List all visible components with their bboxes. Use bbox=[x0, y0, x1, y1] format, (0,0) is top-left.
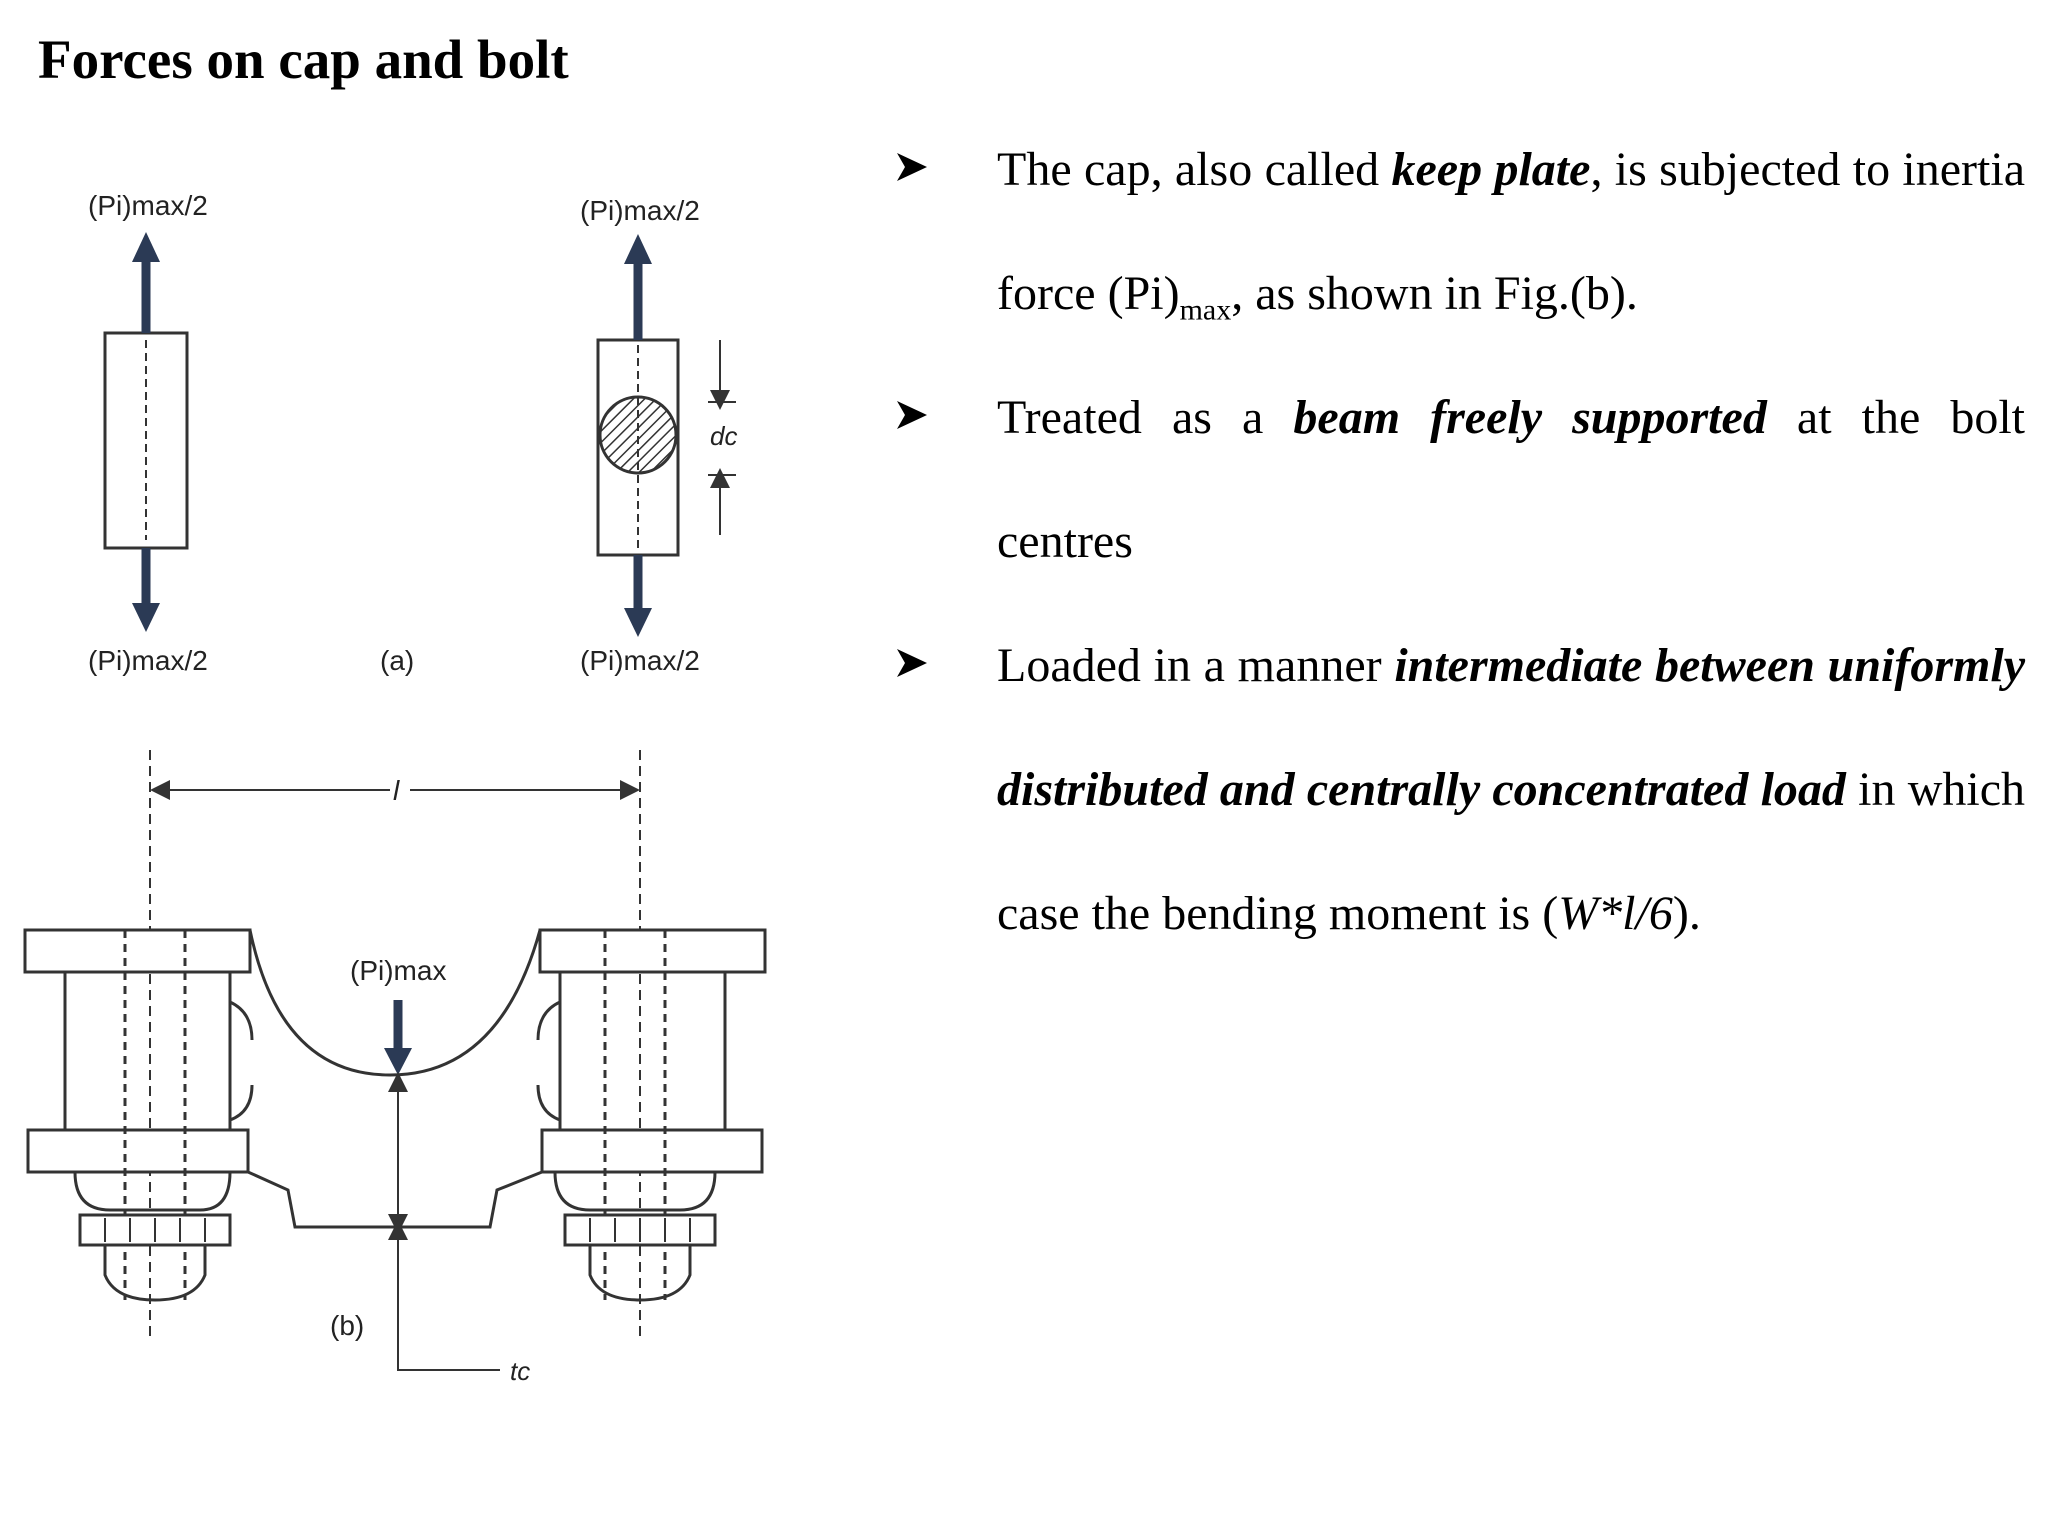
emphasis-keep-plate: keep plate bbox=[1391, 143, 1591, 196]
label-pmax-half-bottom-left: (Pi)max/2 bbox=[88, 645, 208, 676]
slide-title: Forces on cap and bolt bbox=[38, 29, 569, 90]
emphasis-intermediate-loading: intermediate between uniformly distributed and centrally concentrated load bbox=[997, 639, 2026, 816]
label-pmax-half-bottom-right: (Pi)max/2 bbox=[580, 645, 700, 676]
bullet-item-loading: Loaded in a manner intermediate between uniformly distributed and centrally concentrated load in which case the bending moment is (W*l/6). bbox=[895, 604, 2025, 976]
bullet-item-beam-support: Treated as a beam freely supported at the bolt centres bbox=[895, 356, 2025, 604]
bullet-list bbox=[895, 108, 2025, 976]
label-dc: dc bbox=[710, 421, 738, 451]
label-fig-b: (b) bbox=[330, 1310, 365, 1341]
bullet-item-keep-plate: The cap, also called keep plate, is subjected to inertia force $(Pi)_{max}$, as shown in Fig.(b). bbox=[895, 108, 2025, 356]
label-pmax-half-top-right: (Pi)max/2 bbox=[580, 195, 700, 226]
label-l: l bbox=[393, 775, 400, 806]
fig-a-left-member bbox=[105, 232, 187, 632]
emphasis-beam-freely-supported: beam freely supported bbox=[1293, 391, 1767, 444]
cap-bolt-diagram bbox=[20, 140, 780, 1410]
label-pmax: (Pi)max bbox=[350, 955, 447, 986]
bending-moment-formula: W*l/6 bbox=[1558, 887, 1673, 940]
label-tc: tc bbox=[510, 1356, 531, 1386]
label-pmax-half-top-left: (Pi)max/2 bbox=[88, 190, 208, 221]
label-fig-a: (a) bbox=[380, 645, 415, 676]
cap-and-bolt-figure bbox=[20, 140, 780, 1410]
central-load-arrow bbox=[384, 1000, 412, 1075]
